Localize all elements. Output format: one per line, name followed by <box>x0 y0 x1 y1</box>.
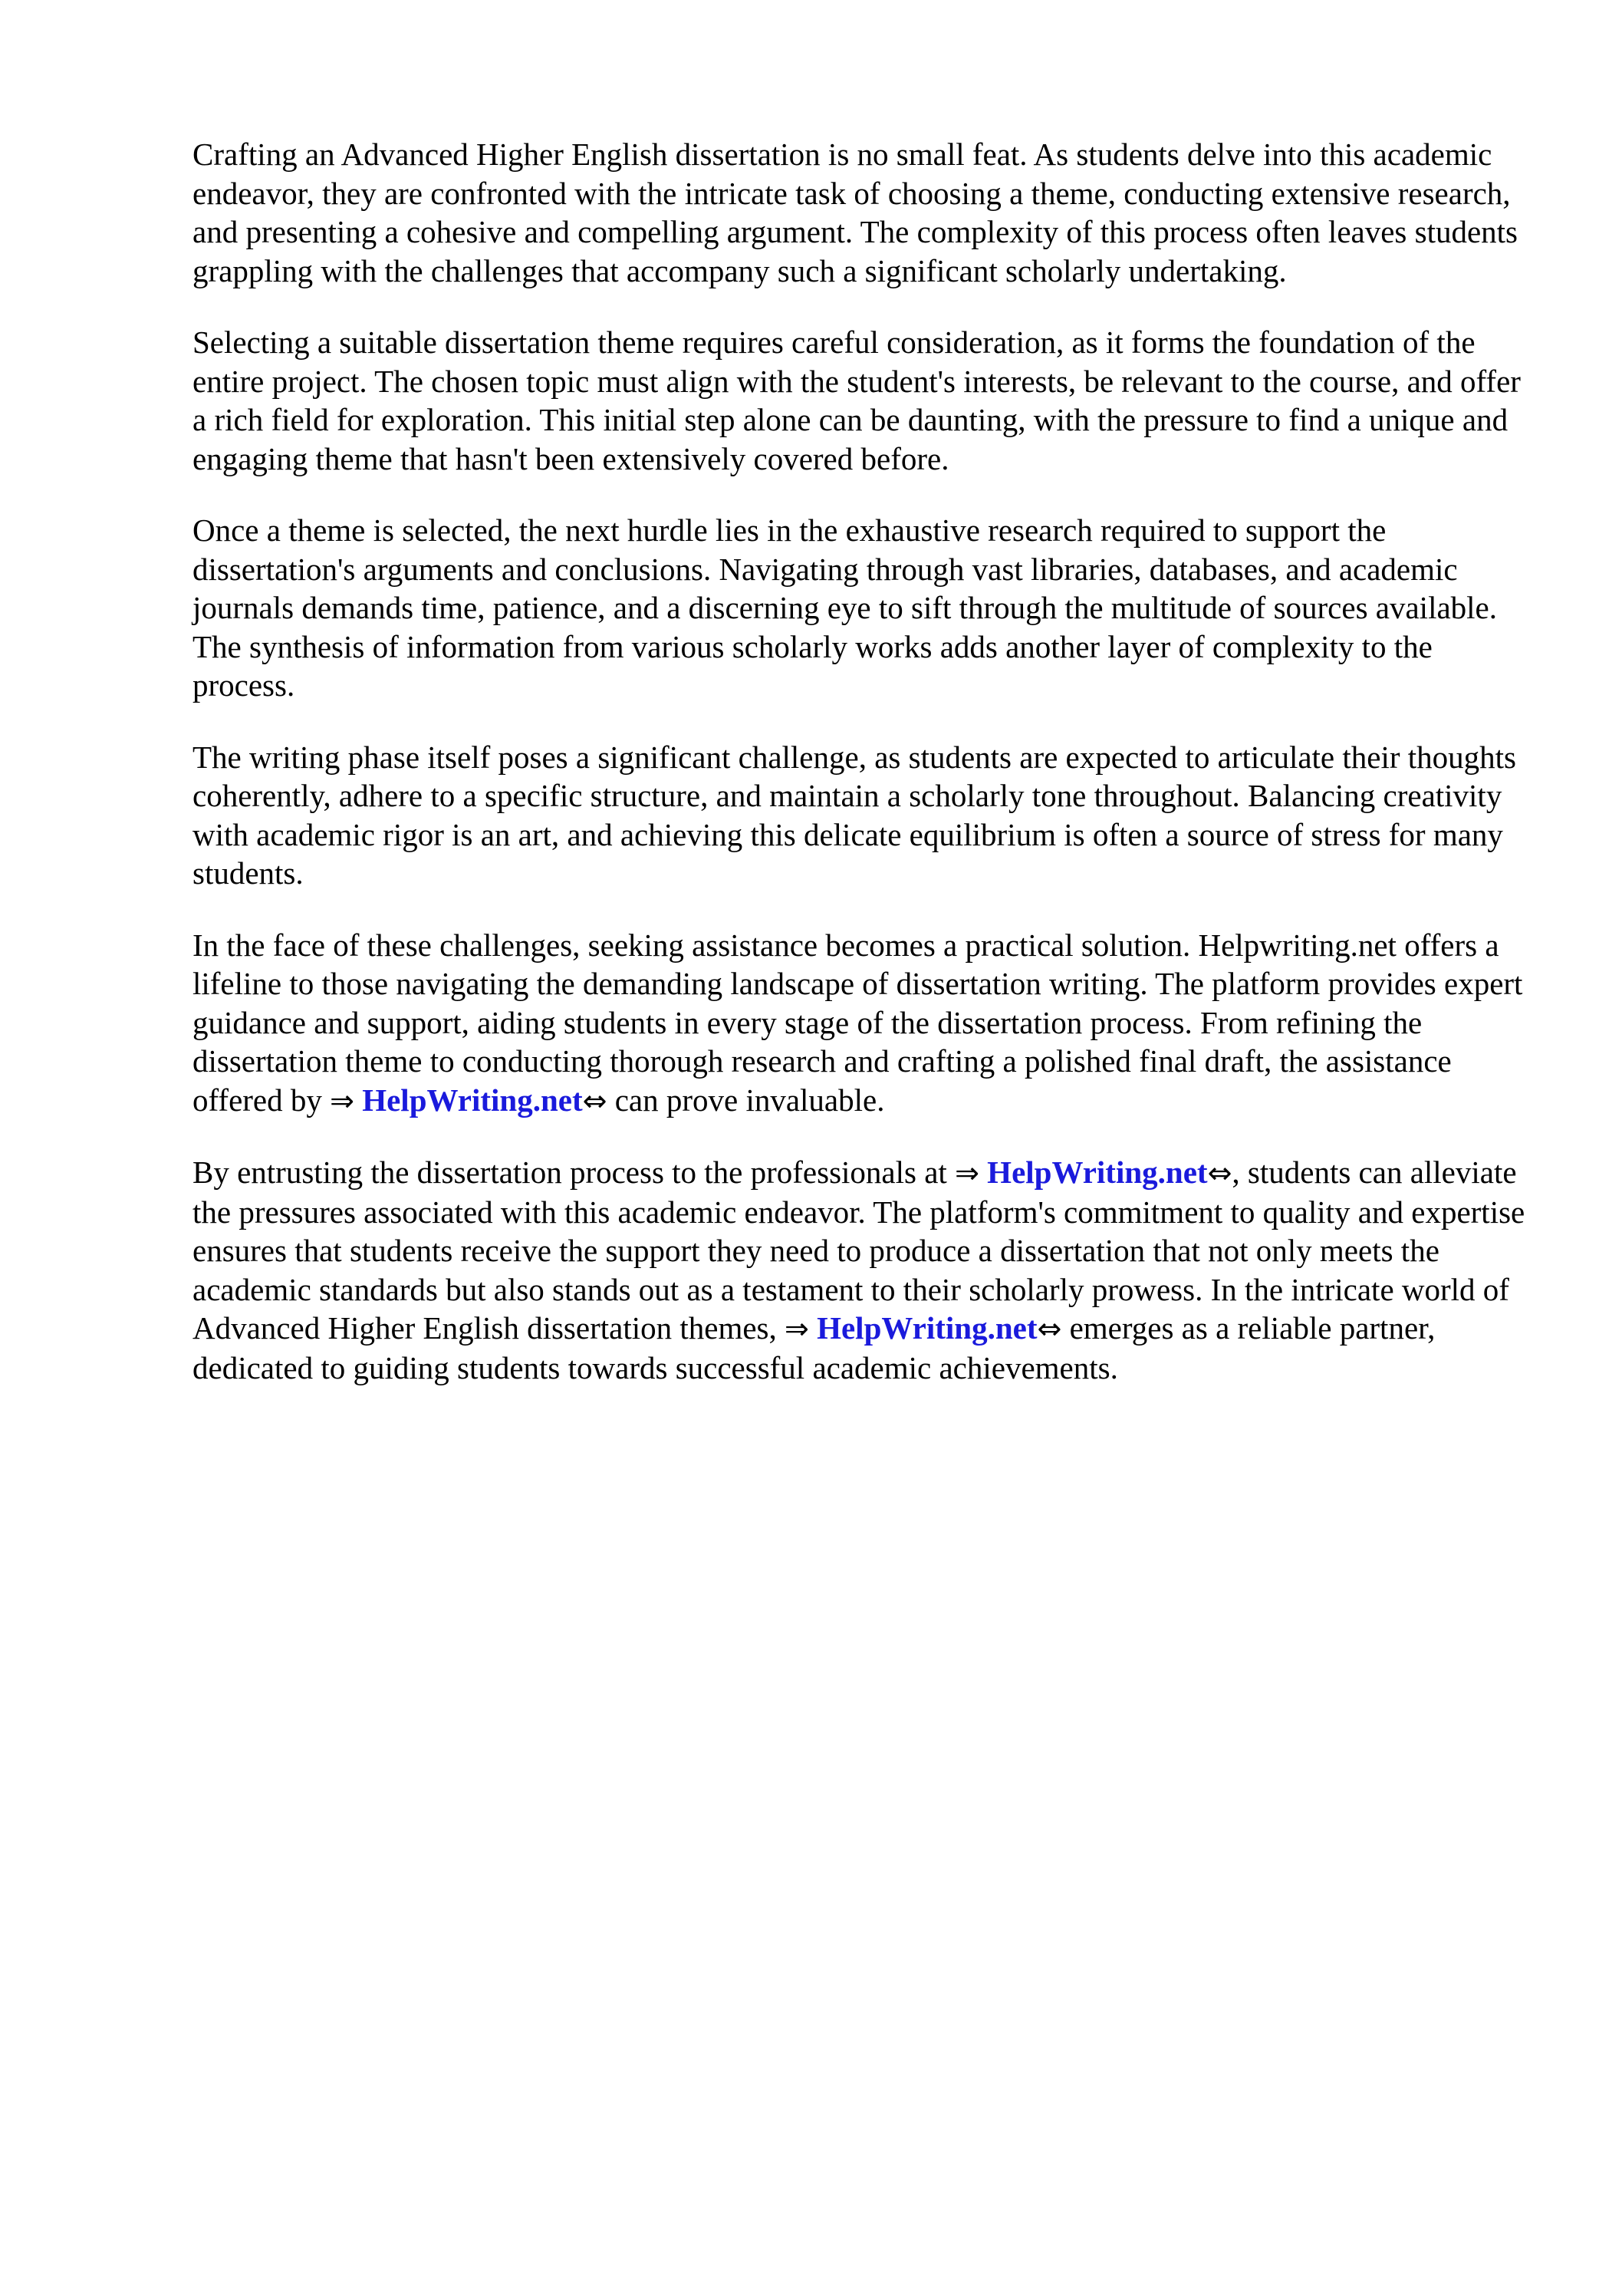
double-headed-arrow-icon: ⇔ <box>1207 1156 1232 1190</box>
document-body <box>192 135 1542 1420</box>
right-double-arrow-icon: ⇒ <box>330 1083 354 1118</box>
right-double-arrow-icon: ⇒ <box>785 1312 809 1346</box>
paragraph-3: Once a theme is selected, the next hurdle lies in the exhaustive research required to support the dissertation's arguments and conclusions. Navigating through vast libraries, databases, and academic journals demands time, patience, and a discerning eye to sift through the multitude of sources available. The synthesis of information from various scholarly works adds another layer of complexity to the process. <box>192 512 1497 703</box>
paragraph-2: Selecting a suitable dissertation theme requires careful consideration, as it forms the foundation of the entire project. The chosen topic must align with the student's interests, be relevant to the course, and offer a rich field for exploration. This initial step alone can be daunting, with the pressure to find a unique and engaging theme that hasn't been extensively covered before. <box>192 324 1521 476</box>
helpwriting-link[interactable]: HelpWriting.net <box>817 1310 1038 1346</box>
helpwriting-link[interactable]: HelpWriting.net <box>362 1082 583 1118</box>
double-headed-arrow-icon: ⇔ <box>1037 1312 1062 1346</box>
paragraph-6 <box>192 1153 1542 1387</box>
paragraph-5 <box>192 926 1542 1121</box>
paragraph-4: The writing phase itself poses a significant challenge, as students are expected to articulate their thoughts coherently, adhere to a specific structure, and maintain a scholarly tone throughout. Balancing creativity with academic rigor is an art, and achieving this delicate equilibrium is often a source of stress for many students. <box>192 739 1517 891</box>
double-headed-arrow-icon: ⇔ <box>582 1083 607 1118</box>
paragraph-1: Crafting an Advanced Higher English dissertation is no small feat. As students delve into this academic endeavor, they are confronted with the intricate task of choosing a theme, conducting extensive research, and presenting a cohesive and compelling argument. The complexity of this process often leaves students grappling with the challenges that accompany such a significant scholarly undertaking. <box>192 137 1518 288</box>
paragraph-6-text-after: emerges as a reliable partner, dedicated to guiding students towards successful academic achievements. <box>192 1310 1436 1385</box>
right-double-arrow-icon: ⇒ <box>955 1156 979 1190</box>
helpwriting-link[interactable]: HelpWriting.net <box>987 1155 1208 1190</box>
paragraph-5-text-before: In the face of these challenges, seeking assistance becomes a practical solution. Helpwriting.net offers a lifeline to those navigating the demanding landscape of dissertation writing. The platform provides expert guidance and support, aiding students in every stage of the dissertation process. From refining the dissertation theme to conducting thorough research and crafting a polished final draft, the assistance offered by <box>192 927 1523 1118</box>
paragraph-5-text-after: can prove invaluable. <box>607 1082 885 1118</box>
paragraph-6-text-before: By entrusting the dissertation process to the professionals at <box>192 1155 956 1190</box>
paragraph-6-text-middle: , students can alleviate the pressures associated with this academic endeavor. The platform's commitment to quality and expertise ensures that students receive the support they need to produce a dissertation that not only meets the academic standards but also stands out as a testament to their scholarly prowess. In the intricate world of Advanced Higher English dissertation themes, <box>192 1155 1525 1346</box>
